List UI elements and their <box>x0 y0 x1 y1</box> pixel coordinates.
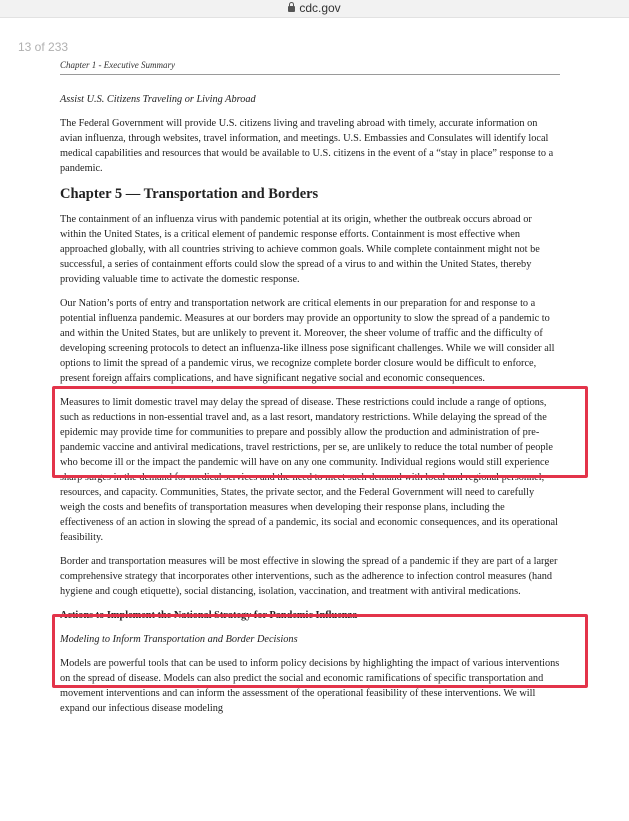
chapter-title: Chapter 5 — Transportation and Borders <box>60 186 319 202</box>
running-header: Chapter 1 - Executive Summary <box>60 60 560 75</box>
paragraph: Models are powerful tools that can be used to inform policy decisions by highlighting the impact of various interventions on the spread of disease. Models can also predict the social and economic ramifications of specific transportation and movement interventions and can inform the assessment of the operational feasibility of these interventions. We will expand our infectious disease modeling <box>60 658 560 714</box>
paragraph: The Federal Government will provide U.S. citizens living and traveling abroad with timely, accurate information on avian influenza, through websites, travel information, and meetings. U.S. Embassies and Consulates will identify local medical capabilities and resources that would be available to U.S. citizens in the event of a “stay in place” response to a pandemic. <box>60 118 554 174</box>
paragraph: Our Nation’s ports of entry and transportation network are critical elements in our preparation for and response to a potential influenza pandemic. Measures at our borders may provide an opportunity to slow the spread of a pandemic to and within the United States, but are unlikely to prevent it. Moreover, the sheer volume of traffic and the difficulty of developing screening protocols to detect an influenza-like illness pose significant challenges. While we will consider all options to limit the spread of a pandemic virus, we recognize complete border closure would be difficult to enforce, present foreign affairs complications, and have significant negative social and economic consequences. <box>60 298 555 384</box>
lock-icon <box>288 6 295 12</box>
section-subheading: Assist U.S. Citizens Traveling or Living Abroad <box>60 94 256 105</box>
paragraph: Border and transportation measures will be most effective in slowing the spread of a pandemic if they are part of a larger comprehensive strategy that incorporates other interventions, such as the adherence to infection control measures (hand hygiene and cough etiquette), social distancing, isolation, vaccination, and treatment with antiviral medications. <box>60 556 558 597</box>
page-indicator: 13 of 233 <box>18 40 69 54</box>
actions-heading: Actions to Implement the National Strategy for Pandemic Influenza <box>60 610 358 621</box>
browser-address-bar[interactable] <box>0 0 629 18</box>
paragraph: Measures to limit domestic travel may delay the spread of disease. These restrictions could include a range of options, such as reductions in non-essential travel and, as a last resort, mandatory restrictions. While delaying the spread of the epidemic may provide time for communities to prepare and possibly allow the production and administration of pre-pandemic vaccine and antiviral medications, travel restrictions, per se, are unlikely to reduce the total number of people who become ill or the impact the pandemic will have on any one community. Individual regions would still experience sharp surges in the demand for medical services and the need to meet such demand with local and regional personnel, resources, and capacity. Communities, States, the private sector, and the Federal Government will need to carefully weigh the costs and benefits of transportation measures when developing their response plans, including the effectiveness of an action in slowing the spread of a pandemic, its social and economic consequences, and its operational feasibility. <box>60 397 558 543</box>
section-subheading: Modeling to Inform Transportation and Border Decisions <box>60 634 298 645</box>
paragraph: The containment of an influenza virus with pandemic potential at its origin, whether the outbreak occurs abroad or within the United States, is a critical element of pandemic response efforts. Containment is most effective when approached globally, with all countries striving to achieve common goals. While complete containment might not be successful, a series of containment efforts could slow the spread of a virus to and within the United States, thereby providing valuable time to activate the domestic response. <box>60 214 540 285</box>
domain-label: cdc.gov <box>299 1 341 15</box>
highlight-box-1 <box>52 386 588 478</box>
highlight-box-2 <box>52 614 588 688</box>
